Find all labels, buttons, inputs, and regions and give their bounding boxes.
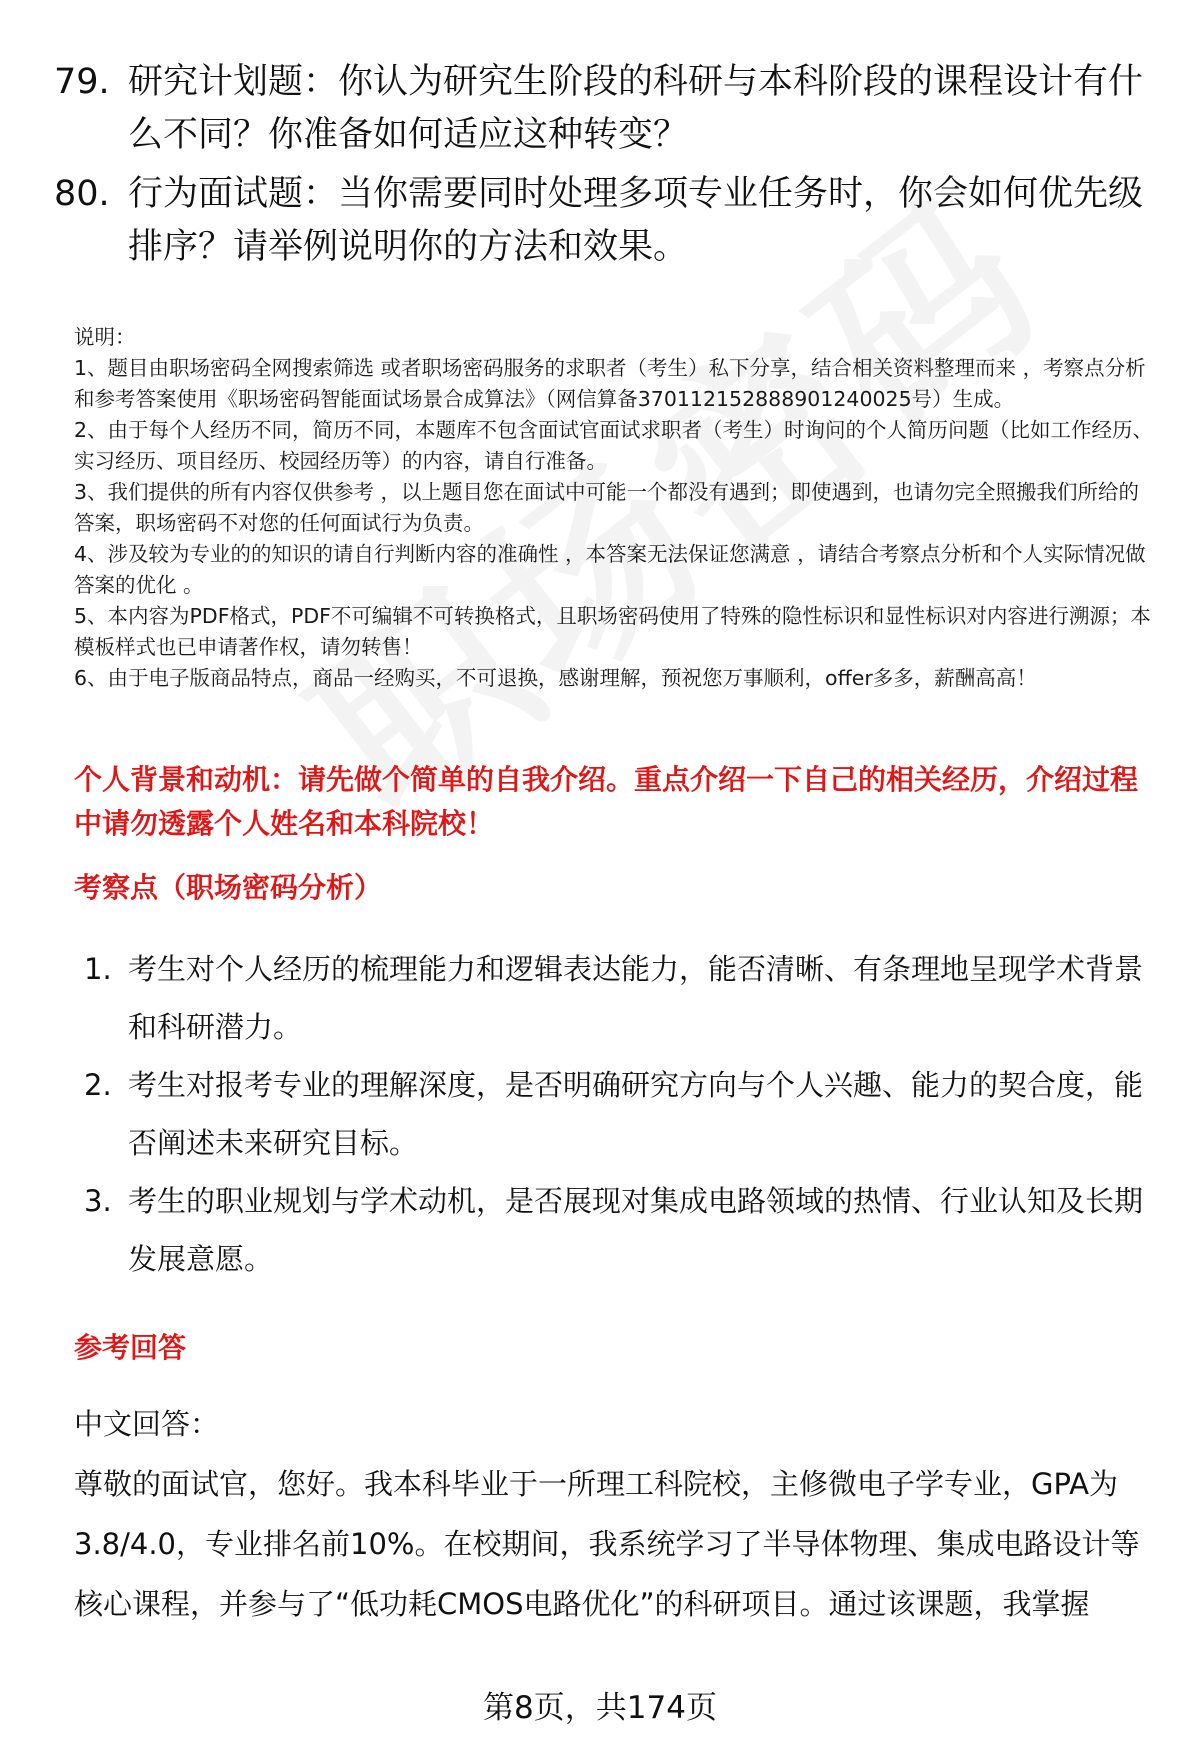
analysis-point	[84, 940, 1156, 1056]
question-79	[54, 56, 1154, 162]
analysis-point	[84, 1172, 1156, 1288]
note-item: 1、题目由职场密码全网搜索筛选 或者职场密码服务的求职者（考生）私下分享，结合相关资料整理而来 ，考察点分析和参考答案使用《职场密码智能面试场景合成算法》（网信算备370112152888901240025号）生成。	[74, 356, 1146, 411]
question-text: 研究计划题：你认为研究生阶段的科研与本科阶段的课程设计有什么不同？你准备如何适应这种转变？	[128, 62, 1144, 155]
note-item: 6、由于电子版商品特点，商品一经购买，不可退换，感谢理解，预祝您万事顺利，offer多多，薪酬高高！	[74, 666, 1037, 690]
point-text: 考生的职业规划与学术动机，是否展现对集成电路领域的热情、行业认知及长期发展意愿。	[128, 1184, 1144, 1276]
question-number: 79.	[54, 62, 110, 102]
featured-question: 个人背景和动机：请先做个简单的自我介绍。重点介绍一下自己的相关经历，介绍过程中请勿透露个人姓名和本科院校！	[74, 763, 1139, 840]
note-item: 3、我们提供的所有内容仅供参考 ，以上题目您在面试中可能一个都没有遇到；即使遇到，也请勿完全照搬我们所给的答案，职场密码不对您的任何面试行为负责。	[74, 480, 1140, 535]
note-item: 4、涉及较为专业的的知识的请自行判断内容的准确性 ，本答案无法保证您满意 ，请结合考察点分析和个人实际情况做答案的优化 。	[74, 542, 1146, 597]
note-item: 2、由于每个人经历不同，简历不同，本题库不包含面试官面试求职者（考生）时询问的个人简历问题（比如工作经历、实习经历、项目经历、校园经历等）的内容，请自行准备。	[74, 418, 1154, 473]
reference-heading: 参考回答	[74, 1331, 187, 1364]
point-number: 1.	[84, 952, 112, 986]
note-item: 5、本内容为PDF格式，PDF不可编辑不可转换格式，且职场密码使用了特殊的隐性标识和显性标识对内容进行溯源；本模板样式也已申请著作权，请勿转售！	[74, 604, 1151, 659]
disclaimer-notes	[74, 322, 1156, 694]
notes-title: 说明：	[74, 325, 136, 349]
point-text: 考生对个人经历的梳理能力和逻辑表达能力，能否清晰、有条理地呈现学术背景和科研潜力。	[128, 952, 1144, 1044]
answer-label: 中文回答：	[74, 1407, 220, 1441]
analysis-point	[84, 1056, 1156, 1172]
question-80	[54, 168, 1154, 274]
analysis-points	[84, 940, 1156, 1288]
point-number: 3.	[84, 1184, 112, 1218]
page-footer: 第8页，共174页	[483, 1690, 717, 1726]
point-number: 2.	[84, 1068, 112, 1102]
question-text: 行为面试题：当你需要同时处理多项专业任务时，你会如何优先级排序？请举例说明你的方法和效果。	[128, 174, 1144, 267]
reference-answer	[74, 1394, 1156, 1634]
answer-body: 尊敬的面试官，您好。我本科毕业于一所理工科院校，主修微电子学专业，GPA为3.8/4.0，专业排名前10%。在校期间，我系统学习了半导体物理、集成电路设计等核心课程，并参与了“低功耗CMOS电路优化”的科研项目。通过该课题，我掌握	[74, 1467, 1140, 1621]
analysis-heading: 考察点（职场密码分析）	[74, 871, 383, 904]
point-text: 考生对报考专业的理解深度，是否明确研究方向与个人兴趣、能力的契合度，能否阐述未来研究目标。	[128, 1068, 1144, 1160]
question-number: 80.	[54, 174, 110, 214]
